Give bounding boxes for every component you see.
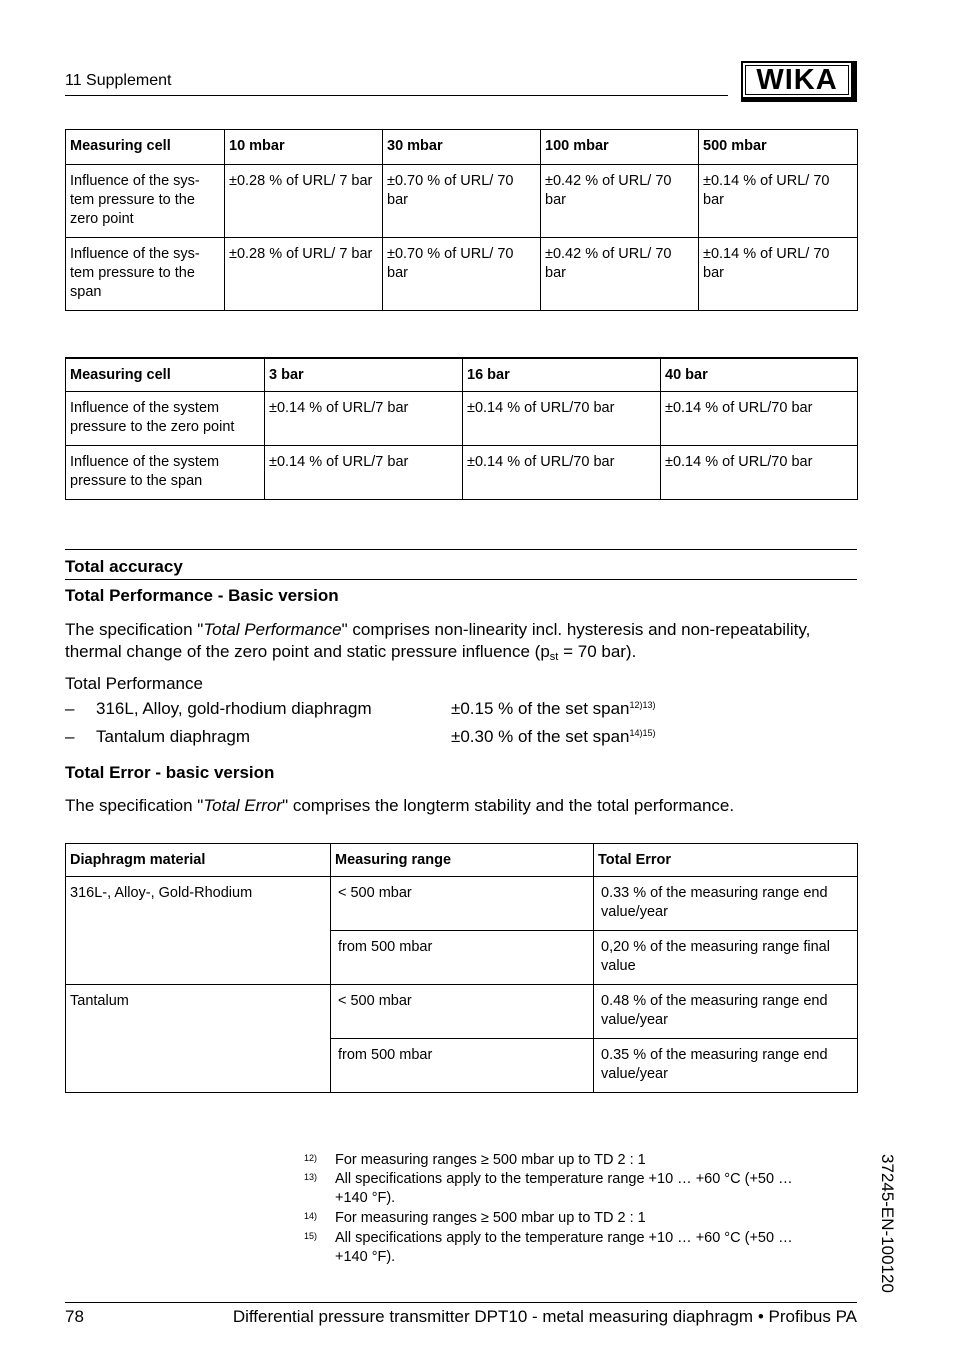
table-header-cell: 30 mbar (383, 130, 541, 165)
section-rule-bottom (65, 579, 857, 580)
table-cell: ±0.14 % of URL/70 bar (661, 446, 858, 500)
list-dash: – (65, 727, 75, 746)
table-header-cell: Total Error (594, 844, 858, 877)
footnote-text: For measuring ranges ≥ 500 mbar up to TD 2 : 1 (335, 1152, 646, 1168)
list-item-label: 316L, Alloy, gold-rhodium diaphragm (96, 699, 372, 718)
wika-logo (741, 61, 853, 99)
table-header-cell: 500 mbar (699, 130, 858, 165)
table-cell: ±0.42 % of URL/ 70 bar (541, 165, 699, 238)
table-header-cell: Measuring range (331, 844, 594, 877)
table-cell: ±0.70 % of URL/ 70 bar (383, 238, 541, 311)
table-cell: ±0.14 % of URL/70 bar (463, 446, 661, 500)
total-performance-label: Total Performance (65, 674, 203, 693)
table-cell: 0.48 % of the measuring range end value/year (594, 985, 858, 1039)
table-cell: ±0.14 % of URL/7 bar (265, 392, 463, 446)
paragraph-total-error: The specification "Total Error" comprises the longterm stability and the total performance. (65, 796, 735, 815)
table-cell: Influence of the sys-tem pressure to the zero point (66, 165, 225, 238)
table-cell: ±0.14 % of URL/70 bar (463, 392, 661, 446)
table-header-cell: 100 mbar (541, 130, 699, 165)
footnote-text: All specifications apply to the temperature range +10 … +60 °C (+50 … +140 °F). (335, 1171, 793, 1206)
footnote-number: 12) (304, 1153, 318, 1163)
footer-title: Differential pressure transmitter DPT10 - metal measuring diaphragm • Profibus PA (232, 1307, 857, 1326)
table-cell: 0.35 % of the measuring range end value/year (594, 1039, 858, 1093)
paragraph-total-performance: The specification "Total Performance" comprises non-linearity incl. hysteresis and non-repeatability, thermal change of the zero point and static pressure influence ($p_{st} = 70$ bar). (65, 620, 811, 663)
table-cell: ±0.28 % of URL/ 7 bar (225, 165, 383, 238)
table-cell: < 500 mbar (331, 985, 594, 1039)
table-cell: Influence of the system pressure to the zero point (66, 392, 265, 446)
section-title: Total accuracy (65, 557, 183, 576)
table-cell: Influence of the sys-tem pressure to the span (66, 238, 225, 311)
logo-shadow-right (853, 61, 857, 102)
table-header-cell: Measuring cell (66, 130, 225, 165)
table-row (66, 238, 858, 311)
subheading-total-performance: Total Performance - Basic version (65, 586, 339, 605)
table-cell: < 500 mbar (331, 877, 594, 931)
footnote-text: All specifications apply to the temperature range +10 … +60 °C (+50 … +140 °F). (335, 1230, 793, 1265)
table-header-cell: 3 bar (265, 358, 463, 392)
table-header-row (66, 358, 858, 392)
table-cell: ±0.70 % of URL/ 70 bar (383, 165, 541, 238)
subheading-total-error: Total Error - basic version (65, 763, 275, 782)
logo-shadow-bottom (741, 99, 857, 102)
table-header-cell: Diaphragm material (66, 844, 331, 877)
document-code: 37245-EN-100120 (878, 1154, 897, 1293)
header-rule (65, 95, 728, 96)
table-cell: from 500 mbar (331, 931, 594, 985)
table-header-row (66, 844, 858, 877)
table-cell-material: 316L-, Alloy-, Gold-Rhodium (66, 877, 331, 985)
total-error-table (65, 843, 858, 1093)
table-header-cell: 16 bar (463, 358, 661, 392)
list-dash: – (65, 699, 75, 718)
table-cell: from 500 mbar (331, 1039, 594, 1093)
table-row (66, 446, 858, 500)
footnote-number: 15) (304, 1231, 318, 1241)
table-cell: 0,20 % of the measuring range final value (594, 931, 858, 985)
table-row (66, 985, 858, 1039)
list-item-value: ±0.15 % of the set span$^{12)13)}$ (451, 699, 656, 718)
table-cell-material: Tantalum (66, 985, 331, 1093)
table-cell: ±0.14 % of URL/ 70 bar (699, 165, 858, 238)
table-cell: Influence of the system pressure to the span (66, 446, 265, 500)
footer-rule (65, 1302, 857, 1303)
table-row (66, 392, 858, 446)
logo-text: WIKA (745, 65, 849, 95)
section-rule-top (65, 549, 857, 550)
section-header: 11 Supplement (65, 72, 172, 89)
table-row (66, 877, 858, 931)
table-cell: ±0.14 % of URL/70 bar (661, 392, 858, 446)
table-cell: ±0.28 % of URL/ 7 bar (225, 238, 383, 311)
table-header-row (66, 130, 858, 165)
list-item-label: Tantalum diaphragm (96, 727, 251, 746)
table-cell: ±0.42 % of URL/ 70 bar (541, 238, 699, 311)
footnote-number: 13) (304, 1172, 318, 1182)
footnote-text: For measuring ranges ≥ 500 mbar up to TD 2 : 1 (335, 1210, 646, 1226)
table-header-cell: 40 bar (661, 358, 858, 392)
system-pressure-table-mbar (65, 129, 858, 311)
table-cell: ±0.14 % of URL/ 70 bar (699, 238, 858, 311)
page-number: 78 (65, 1307, 84, 1326)
table-row (66, 165, 858, 238)
table-cell: 0.33 % of the measuring range end value/year (594, 877, 858, 931)
list-item-value: ±0.30 % of the set span$^{14)15)}$ (451, 727, 656, 746)
footnote-number: 14) (304, 1211, 318, 1221)
table-header-cell: 10 mbar (225, 130, 383, 165)
system-pressure-table-bar (65, 357, 858, 500)
table-header-cell: Measuring cell (66, 358, 265, 392)
table-cell: ±0.14 % of URL/7 bar (265, 446, 463, 500)
